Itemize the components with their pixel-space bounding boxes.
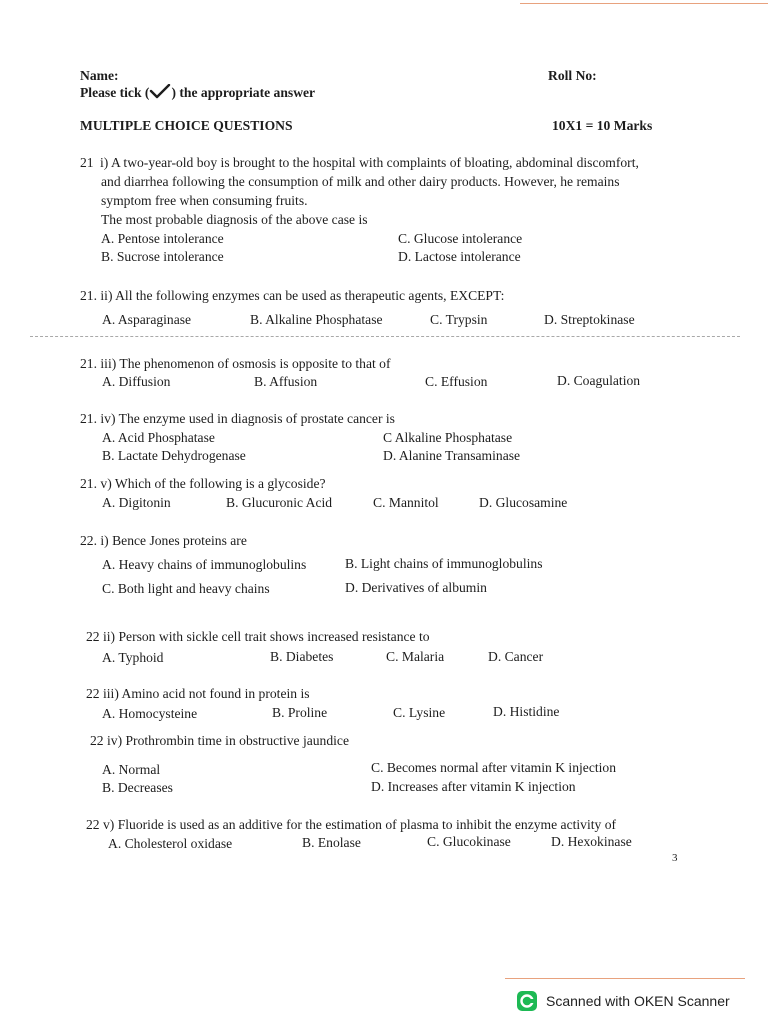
option-b[interactable]: B. Diabetes <box>270 649 334 664</box>
option-d[interactable]: D. Increases after vitamin K injection <box>371 779 576 794</box>
option-c[interactable]: C. Becomes normal after vitamin K injection <box>371 760 616 775</box>
oken-scanner-logo-icon <box>516 990 538 1012</box>
option-d[interactable]: D. Streptokinase <box>544 312 635 327</box>
option-a[interactable]: A. Homocysteine <box>102 706 198 721</box>
scanner-watermark <box>516 990 766 1012</box>
option-c[interactable]: C. Glucose intolerance <box>398 231 523 246</box>
marks-label: 10X1 = 10 Marks <box>552 118 653 133</box>
question-21-i-line1: i) A two-year-old boy is brought to the hospital with complaints of bloating, abdominal discomfort, <box>100 155 639 170</box>
section-title: MULTIPLE CHOICE QUESTIONS <box>80 118 293 133</box>
option-b[interactable]: B. Glucuronic Acid <box>226 495 333 510</box>
page-number: 3 <box>672 852 678 864</box>
option-a[interactable]: A. Diffusion <box>102 374 171 389</box>
option-a[interactable]: A. Typhoid <box>102 650 164 665</box>
question-number: 21 <box>80 155 94 170</box>
question-22-i: 22. i) Bence Jones proteins are <box>80 533 247 548</box>
option-c[interactable]: C. Mannitol <box>373 495 439 510</box>
scan-edge-top <box>520 3 768 4</box>
option-d[interactable]: D. Hexokinase <box>551 834 632 849</box>
option-a[interactable]: A. Digitonin <box>102 495 171 510</box>
option-c[interactable]: C. Effusion <box>425 374 488 389</box>
option-d[interactable]: D. Glucosamine <box>479 495 568 510</box>
question-21-ii: 21. ii) All the following enzymes can be used as therapeutic agents, EXCEPT: <box>80 288 505 303</box>
question-22-iv: 22 iv) Prothrombin time in obstructive jaundice <box>90 733 349 748</box>
option-d[interactable]: D. Cancer <box>488 649 544 664</box>
question-22-v: 22 v) Fluoride is used as an additive for the estimation of plasma to inhibit the enzyme activity of <box>86 817 617 832</box>
question-22-iii: 22 iii) Amino acid not found in protein is <box>86 686 310 701</box>
question-21-iii: 21. iii) The phenomenon of osmosis is opposite to that of <box>80 356 391 371</box>
tick-mark-icon <box>149 84 171 103</box>
option-a[interactable]: A. Normal <box>102 762 161 777</box>
option-c[interactable]: C Alkaline Phosphatase <box>383 430 513 445</box>
question-21-i-line3: symptom free when consuming fruits. <box>101 193 308 208</box>
scanner-watermark-text: Scanned with OKEN Scanner <box>546 993 730 1009</box>
question-21-i-line4: The most probable diagnosis of the above case is <box>101 212 368 227</box>
option-a[interactable]: A. Heavy chains of immunoglobulins <box>102 557 307 572</box>
option-c[interactable]: C. Malaria <box>386 649 445 664</box>
option-b[interactable]: B. Light chains of immunoglobulins <box>345 556 543 571</box>
instruction-pre: Please tick ( <box>80 85 150 100</box>
question-21-iv: 21. iv) The enzyme used in diagnosis of prostate cancer is <box>80 411 395 426</box>
option-b[interactable]: B. Enolase <box>302 835 361 850</box>
option-d[interactable]: D. Histidine <box>493 704 560 719</box>
roll-number-label: Roll No: <box>548 68 597 83</box>
name-label: Name: <box>80 68 119 83</box>
option-c[interactable]: C. Trypsin <box>430 312 488 327</box>
question-21-v: 21. v) Which of the following is a glycoside? <box>80 476 326 491</box>
option-b[interactable]: B. Decreases <box>102 780 173 795</box>
instruction-line <box>80 84 315 103</box>
option-a[interactable]: A. Acid Phosphatase <box>102 430 215 445</box>
option-a[interactable]: A. Cholesterol oxidase <box>108 836 233 851</box>
divider-line <box>30 336 740 337</box>
option-c[interactable]: C. Glucokinase <box>427 834 511 849</box>
option-b[interactable]: B. Proline <box>272 705 328 720</box>
option-d[interactable]: D. Alanine Transaminase <box>383 448 521 463</box>
option-c[interactable]: C. Both light and heavy chains <box>102 581 270 596</box>
scan-edge-bottom <box>505 978 745 979</box>
option-d[interactable]: D. Lactose intolerance <box>398 249 521 264</box>
option-b[interactable]: B. Alkaline Phosphatase <box>250 312 383 327</box>
option-b[interactable]: B. Sucrose intolerance <box>101 249 224 264</box>
question-21-i-line2: and diarrhea following the consumption of milk and other dairy products. However, he remains <box>101 174 620 189</box>
question-22-ii: 22 ii) Person with sickle cell trait shows increased resistance to <box>86 629 430 644</box>
option-c[interactable]: C. Lysine <box>393 705 446 720</box>
option-d[interactable]: D. Derivatives of albumin <box>345 580 487 595</box>
option-a[interactable]: A. Pentose intolerance <box>101 231 224 246</box>
option-d[interactable]: D. Coagulation <box>557 373 641 388</box>
option-a[interactable]: A. Asparaginase <box>102 312 192 327</box>
option-b[interactable]: B. Lactate Dehydrogenase <box>102 448 246 463</box>
option-b[interactable]: B. Affusion <box>254 374 318 389</box>
instruction-post: ) the appropriate answer <box>171 85 316 100</box>
